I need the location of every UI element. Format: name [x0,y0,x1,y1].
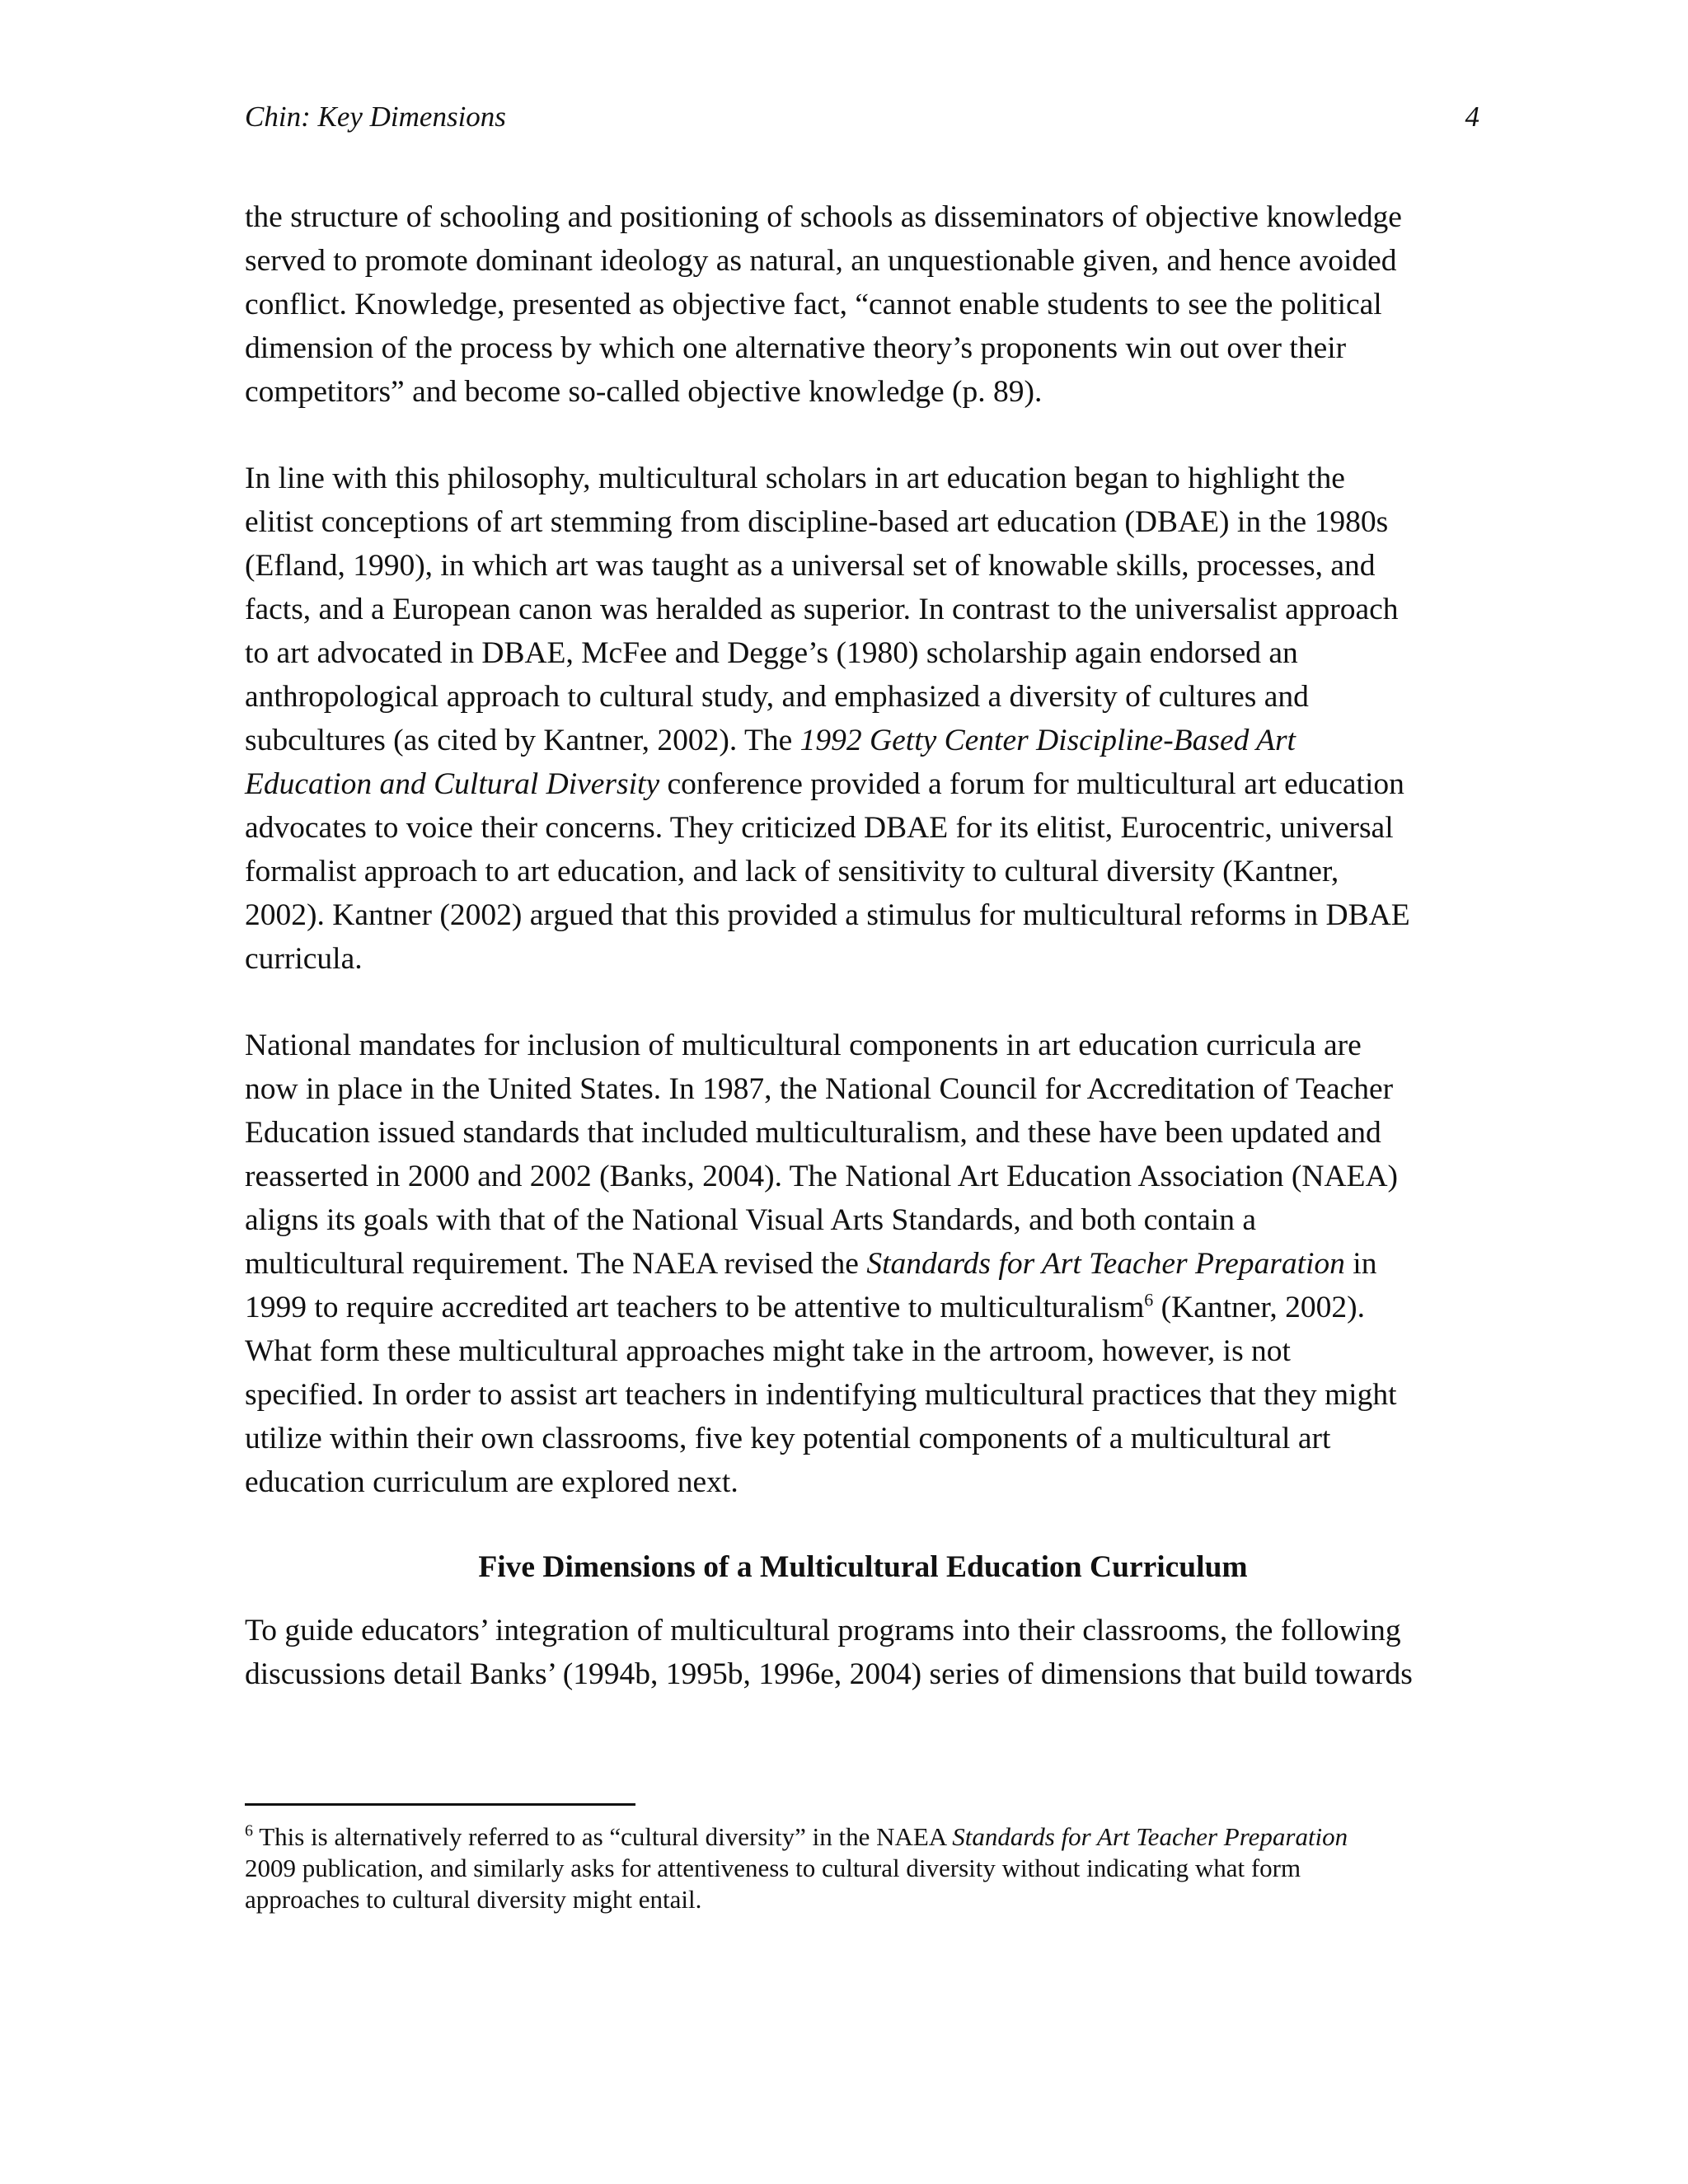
standards-title: Standards for Art Teacher Preparation [952,1822,1348,1851]
text-line: competitors” and become so-called objective knowledge (p. 89). [245,375,1043,409]
text-line: anthropological approach to cultural study, and emphasized a diversity of cultures and [245,680,1309,714]
text-line: served to promote dominant ideology as natural, an unquestionable given, and hence avoided [245,244,1397,278]
text-line: to art advocated in DBAE, McFee and Degge’s (1980) scholarship again endorsed an [245,636,1298,670]
text-line: (Efland, 1990), in which art was taught as a universal set of knowable skills, processes, and [245,549,1376,583]
text-line: In line with this philosophy, multicultural scholars in art education began to highlight the [245,462,1345,495]
text-line: What form these multicultural approaches might take in the artroom, however, is not [245,1334,1291,1368]
text-line: advocates to voice their concerns. They criticized DBAE for its elitist, Eurocentric, universal [245,811,1394,845]
text-line: curricula. [245,942,363,976]
text-line: discussions detail Banks’ (1994b, 1995b, 1996e, 2004) series of dimensions that build towards [245,1657,1413,1691]
text-line [245,719,1481,762]
running-title: Chin: Key Dimensions [245,101,506,133]
text-line: To guide educators’ integration of multicultural programs into their classrooms, the following [245,1614,1401,1647]
text-line: elitist conceptions of art stemming from discipline-based art education (DBAE) in the 1980s [245,505,1389,539]
paragraph-4 [245,1609,1481,1696]
text-line: now in place in the United States. In 1987, the National Council for Accreditation of Teacher [245,1072,1394,1106]
footnote [245,1821,1481,1915]
text-line: aligns its goals with that of the National Visual Arts Standards, and both contain a [245,1203,1257,1237]
paragraph-2 [245,457,1481,981]
conference-title-cont: Education and Cultural Diversity [245,767,660,801]
text-line: education curriculum are explored next. [245,1465,738,1499]
footnote-line [245,1821,1481,1853]
section-heading: Five Dimensions of a Multicultural Education Curriculum [478,1550,1248,1584]
text-line: facts, and a European canon was heralded as superior. In contrast to the universalist approach [245,593,1399,626]
text-line [245,1286,1481,1329]
text-run: This is alternatively referred to as “cultural diversity” in the NAEA [253,1822,953,1851]
paragraph-3 [245,1024,1481,1504]
text-line: dimension of the process by which one alternative theory’s proponents win out over their [245,331,1347,365]
footnote-marker: 6 [245,1821,253,1840]
text-line: conflict. Knowledge, presented as objective fact, “cannot enable students to see the political [245,288,1382,321]
text-line: formalist approach to art education, and lack of sensitivity to cultural diversity (Kantner, [245,855,1339,888]
text-line: National mandates for inclusion of multicultural components in art education curricula are [245,1029,1362,1062]
page-number: 4 [1465,101,1479,133]
paragraph-1 [245,195,1481,414]
text-run: in [1344,1247,1377,1281]
text-run: multicultural requirement. The NAEA revised the [245,1247,867,1281]
footnote-divider [245,1803,635,1806]
text-line: utilize within their own classrooms, five key potential components of a multicultural art [245,1422,1331,1455]
footnote-line: 2009 publication, and similarly asks for attentiveness to cultural diversity without indicating what form [245,1854,1301,1882]
text-line: Education issued standards that included multiculturalism, and these have been updated and [245,1116,1381,1150]
text-run: subcultures (as cited by Kantner, 2002). The [245,724,800,757]
conference-title: 1992 Getty Center Discipline-Based Art [799,724,1296,757]
text-line [245,1242,1481,1286]
text-run: (Kantner, 2002). [1153,1291,1366,1324]
text-run: conference provided a forum for multicultural art education [659,767,1404,801]
standards-title: Standards for Art Teacher Preparation [866,1247,1345,1281]
text-run: 1999 to require accredited art teachers to be attentive to multiculturalism [245,1291,1145,1324]
footnote-line: approaches to cultural diversity might entail. [245,1885,702,1914]
running-header [245,92,1479,142]
text-line: 2002). Kantner (2002) argued that this provided a stimulus for multicultural reforms in DBAE [245,898,1410,932]
footnote-reference[interactable]: 6 [1144,1289,1154,1310]
text-line: the structure of schooling and positioning of schools as disseminators of objective knowledge [245,200,1402,234]
text-line: reasserted in 2000 and 2002 (Banks, 2004). The National Art Education Association (NAEA) [245,1160,1399,1193]
text-line: specified. In order to assist art teachers in indentifying multicultural practices that they might [245,1378,1397,1412]
text-line [245,762,1481,806]
body-text [245,195,1481,1739]
